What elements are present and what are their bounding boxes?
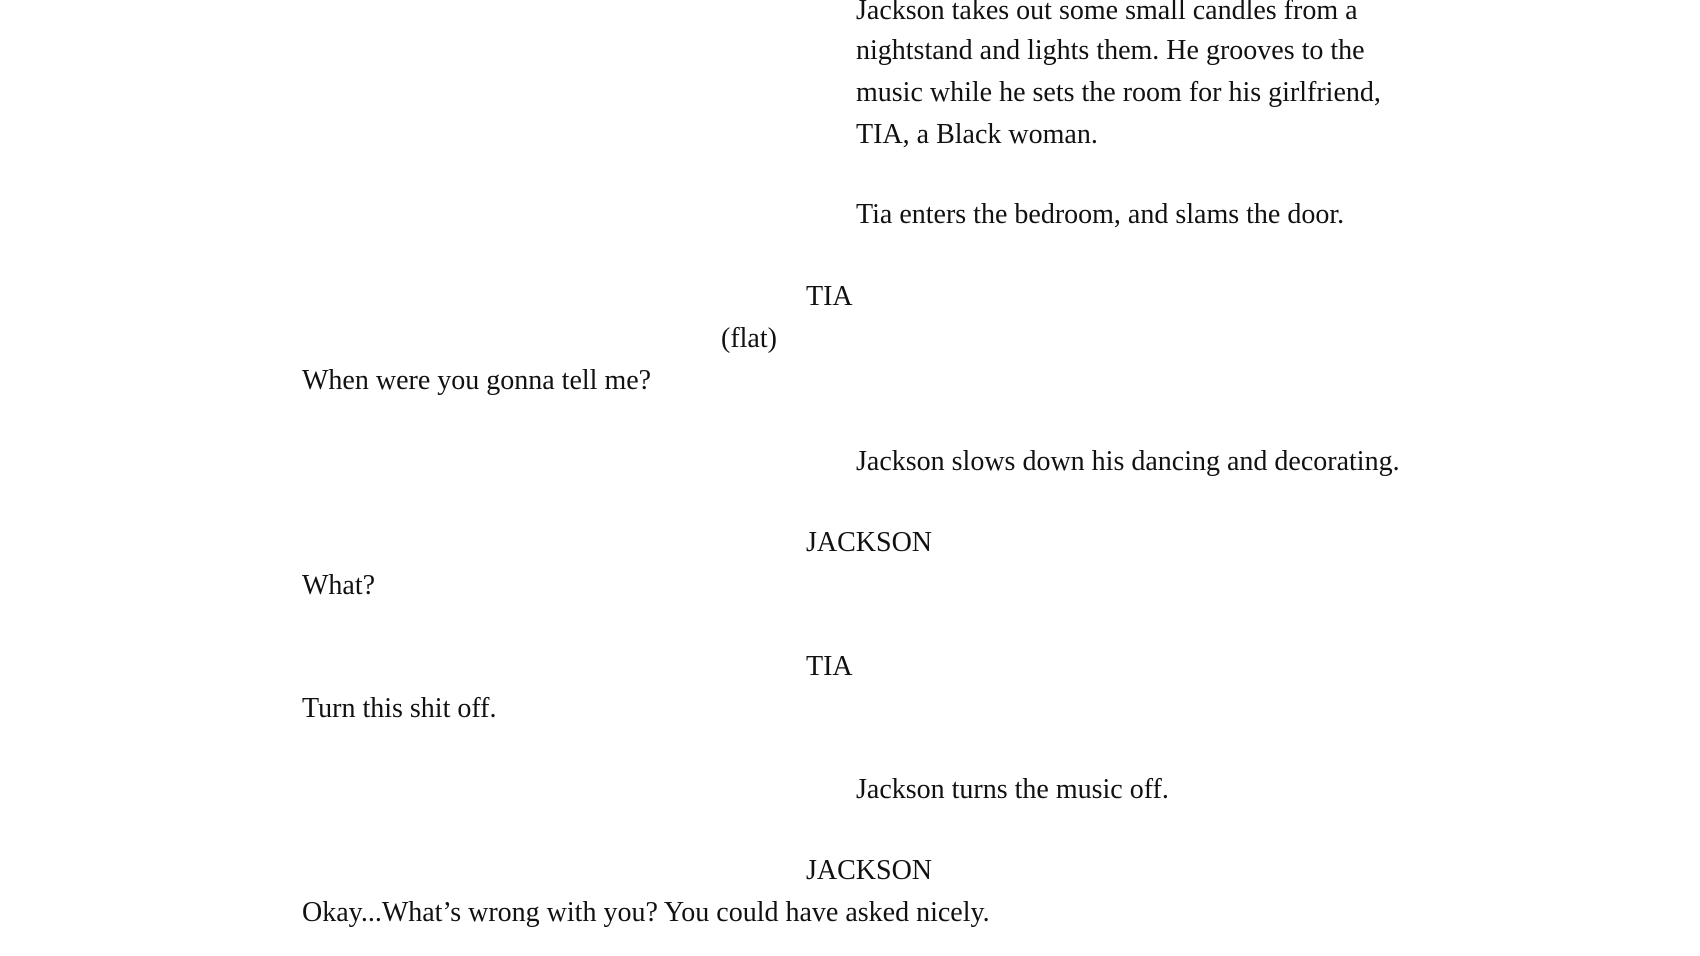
character-name: TIA: [806, 281, 853, 312]
character-name: TIA: [806, 651, 853, 682]
dialogue-line: When were you gonna tell me?: [302, 365, 652, 396]
parenthetical: (flat): [721, 323, 777, 354]
action-line: Jackson slows down his dancing and decorating.: [856, 446, 1400, 477]
dialogue-line: What?: [302, 570, 376, 601]
character-name: JACKSON: [806, 855, 933, 886]
dialogue-line: Okay...What’s wrong with you? You could have asked nicely.: [302, 897, 990, 928]
action-line: nightstand and lights them. He grooves to the: [856, 35, 1365, 66]
action-line: Tia enters the bedroom, and slams the door.: [856, 199, 1345, 230]
action-line: Jackson turns the music off.: [856, 774, 1169, 805]
action-line: TIA, a Black woman.: [856, 119, 1098, 150]
dialogue-line: Turn this shit off.: [302, 693, 497, 724]
action-line: music while he sets the room for his girlfriend,: [856, 77, 1381, 108]
character-name: JACKSON: [806, 527, 933, 558]
action-line: Jackson takes out some small candles from a: [856, 0, 1358, 26]
